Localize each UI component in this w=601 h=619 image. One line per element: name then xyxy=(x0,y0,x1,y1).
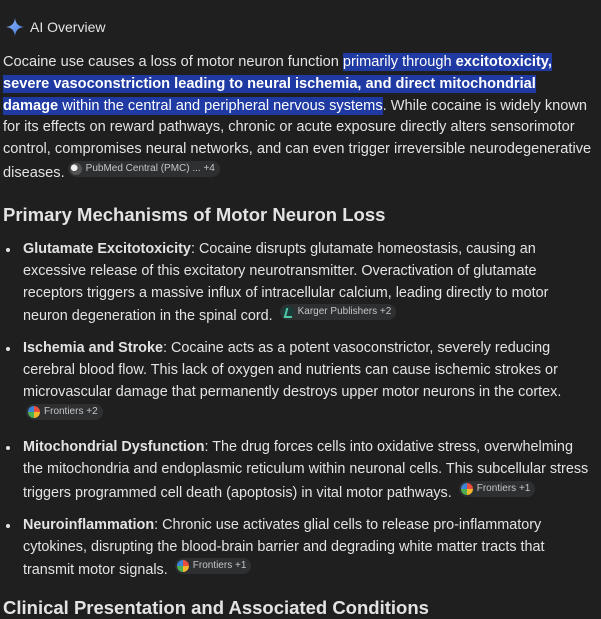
bullet-title: Neuroinflammation xyxy=(23,516,155,533)
mechanism-list xyxy=(0,239,601,582)
section-title: Primary Mechanisms of Motor Neuron Loss xyxy=(3,204,386,225)
intro-highlight-post: within the central and peripheral nervous systems xyxy=(58,97,383,114)
source-chip-frontiers[interactable] xyxy=(26,404,103,420)
list-item xyxy=(0,338,601,427)
intro-tail: . While cocaine is widely known for its effects on reward pathways, chronic or acute exposure directly alters sensorimotor control, compromises neural networks, and can even trigger irreversible neurodegenerative diseases. xyxy=(3,97,592,181)
frontiers-icon xyxy=(28,406,40,418)
karger-icon xyxy=(282,306,294,318)
intro-lead: Cocaine use causes a loss of motor neuron function xyxy=(3,54,343,70)
source-chip-label: Frontiers +1 xyxy=(192,560,247,572)
source-chip-frontiers[interactable] xyxy=(175,558,252,574)
ai-overview-header xyxy=(5,16,105,38)
ai-overview-title: AI Overview xyxy=(30,19,106,35)
source-chip-label: Karger Publishers +2 xyxy=(297,306,392,318)
sparkle-icon xyxy=(5,17,25,37)
source-chip-label: Frontiers +1 xyxy=(476,482,531,494)
source-chip-label: Frontiers +2 xyxy=(44,405,98,417)
source-chip-pmc[interactable] xyxy=(68,161,220,177)
source-chip-karger[interactable] xyxy=(280,304,397,320)
next-section-title: Clinical Presentation and Associated Conditions xyxy=(3,597,429,618)
list-item xyxy=(0,515,601,582)
source-chip-frontiers[interactable] xyxy=(459,481,536,497)
bullet-text: : Cocaine acts as a potent vasoconstrictor, severely reducing cerebral blood flow. This lack of oxygen and nutrients can cause ischemic strokes or microvascular damage that permanently destroys upper motor neurons in the cortex. xyxy=(23,340,562,400)
list-item xyxy=(0,239,601,328)
frontiers-icon xyxy=(461,483,473,495)
source-chip-label: PubMed Central (PMC) ... +4 xyxy=(85,162,215,174)
list-item xyxy=(0,437,601,504)
intro-paragraph xyxy=(3,52,595,185)
bullet-text: : The drug forces cells into oxidative stress, overwhelming the mitochondria and endoplasmic reticulum within neuronal cells. This subcellular stress triggers programmed cell death (apoptosis) in vital motor pathways. xyxy=(23,439,589,501)
bullet-title: Glutamate Excitotoxicity xyxy=(23,241,191,257)
frontiers-icon xyxy=(177,560,189,572)
intro-highlight-bold: excitotoxicity, severe vasoconstriction leading to neural ischemia, and direct mitochondrial damage xyxy=(3,54,552,114)
bullet-text: : Chronic use activates glial cells to release pro-inflammatory cytokines, disrupting the blood-brain barrier and degrading white matter tracts that transmit motor signals. xyxy=(23,516,545,579)
bullet-title: Ischemia and Stroke xyxy=(23,340,163,357)
bullet-text: : Cocaine disrupts glutamate homeostasis, causing an excessive release of this excitatory neurotransmitter. Overactivation of glutamate receptors triggers a massive influx of intracellular calcium, leading directly to motor neuron degeneration in the spinal cord. xyxy=(23,241,549,325)
intro-highlight-pre: primarily through xyxy=(342,54,456,70)
bullet-title: Mitochondrial Dysfunction xyxy=(23,439,205,456)
pmc-icon xyxy=(70,163,82,175)
